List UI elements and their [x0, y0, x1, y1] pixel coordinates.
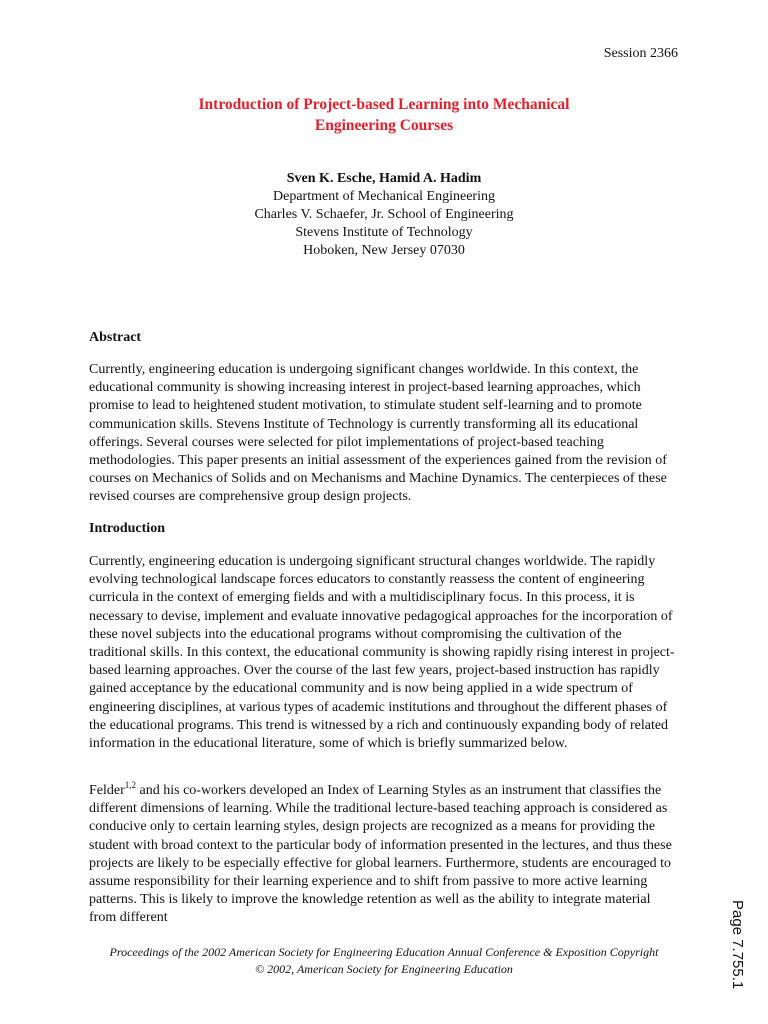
paper-title — [0, 94, 768, 136]
author-block — [0, 170, 768, 260]
author-department: Department of Mechanical Engineering — [273, 189, 495, 204]
abstract-text: Currently, engineering education is undergoing significant changes worldwide. In this context, the educational community is showing increasing interest in project-based learning approaches, which promise to lead to heightened student motivation, to stimulate student self-learning and to promote communication skills. Stevens Institute of Technology is currently transforming all its educational offerings. Several courses were selected for pilot implementations of project-based teaching methodologies. This paper presents an initial assessment of the experiences gained from the revision of courses on Mechanics of Solids and on Mechanisms and Machine Dynamics. The centerpieces of these revised courses are comprehensive group design projects. — [89, 362, 667, 505]
session-number: Session 2366 — [603, 46, 678, 61]
introduction-heading: Introduction — [89, 521, 165, 536]
paper-title-line-1: Introduction of Project-based Learning into Mechanical — [198, 96, 570, 113]
proceedings-footer — [0, 944, 768, 978]
author-school: Charles V. Schaefer, Jr. School of Engineering — [254, 207, 514, 222]
author-names: Sven K. Esche, Hamid A. Hadim — [286, 171, 482, 186]
felder-author: Felder — [89, 783, 125, 798]
introduction-paragraph-2-text: and his co-workers developed an Index of Learning Styles as an instrument that classifies the different dimensions of learning. While the traditional lecture-based teaching approach is considered as conducive only to certain learning styles, design projects are recognized as a means for providing the student with broad context to the particular body of information presented in the lectures, and thus these projects are likely to be especially effective for global learners. Furthermore, students are encouraged to assume responsibility for their learning experience and to shift from passive to more active learning patterns. This is likely to improve the knowledge retention as well as the ability to integrate material from different — [89, 783, 672, 926]
author-institute: Stevens Institute of Technology — [295, 225, 473, 240]
introduction-paragraph-1: Currently, engineering education is undergoing significant structural changes worldwide. The rapidly evolving technological landscape forces educators to constantly reassess the content of engineering curricula in the context of emerging fields and with a multidisciplinary focus. In this process, it is necessary to devise, implement and evaluate innovative pedagogical approaches for the incorporation of these novel subjects into the educational programs without compromising the cultivation of the traditional skills. In this context, the educational community is showing rapidly rising interest in project-based learning approaches. Over the course of the last few years, project-based instruction has rapidly gained acceptance by the educational community and is now being applied in a wide spectrum of engineering disciplines, at various types of academic institutions and throughout the different phases of the educational programs. This trend is witnessed by a rich and continuously expanding body of related information in the educational literature, some of which is briefly summarized below. — [89, 554, 675, 752]
abstract-heading: Abstract — [89, 330, 142, 345]
introduction-paragraph-2 — [89, 782, 681, 928]
paper-title-line-2: Engineering Courses — [314, 117, 454, 134]
citation-superscript: 1,2 — [124, 780, 137, 790]
footer-line-2: © 2002, American Society for Engineering Education — [255, 962, 513, 976]
footer-line-1: Proceedings of the 2002 American Society for Engineering Education Annual Conference & Exposition Copyright — [109, 945, 659, 959]
page-number: Page 7.755.1 — [729, 900, 746, 990]
author-address: Hoboken, New Jersey 07030 — [303, 243, 465, 258]
